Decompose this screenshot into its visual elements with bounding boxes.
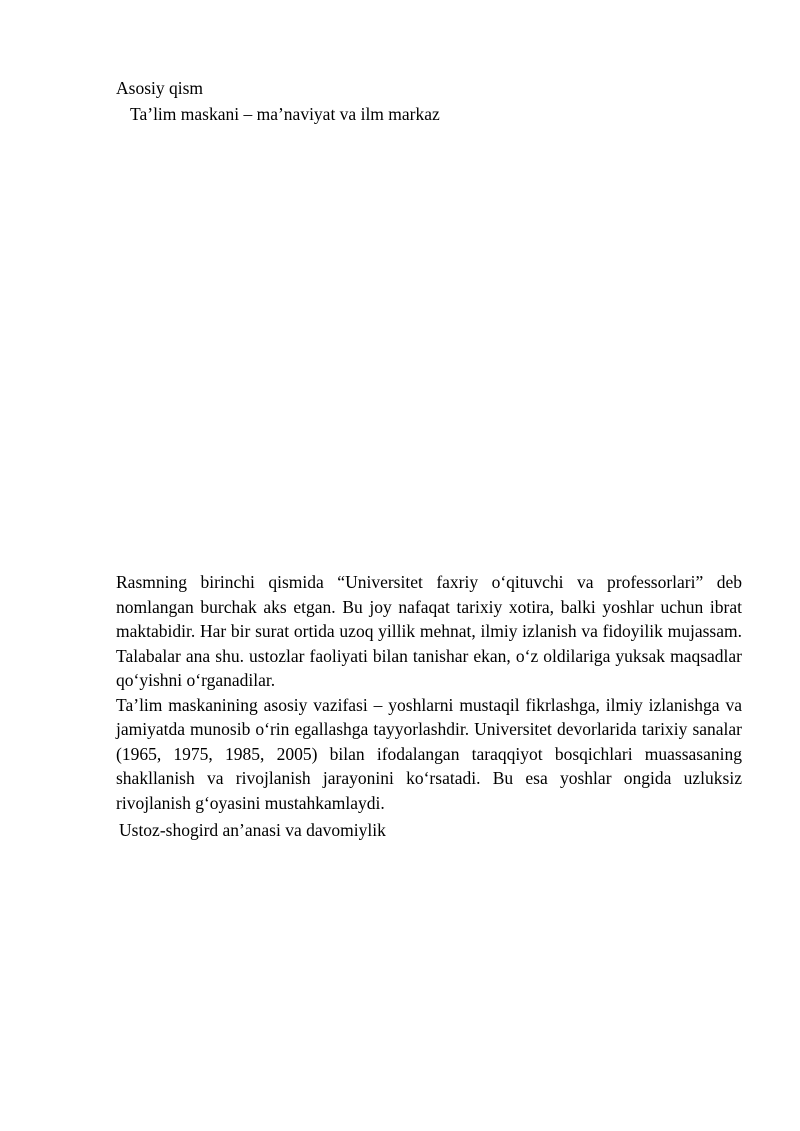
heading-subtitle: Ta’lim maskani – ma’naviyat va ilm markaz xyxy=(130,104,440,124)
paragraph: Rasmning birinchi qismida “Universitet faxriy o‘qituvchi va professorlari” deb nomlangan burchak aks etgan. Bu joy nafaqat tarixiy xotira, balki yoshlar uchun ibrat maktabidir. Har bir surat ortida uzoq yillik mehnat, ilmiy izlanish va fidoyilik mujassam. Talabalar ana shu. ustozlar faoliyati bilan tanishar ekan, o‘z oldilariga yuksak maqsadlar qo‘yishni o‘rganadilar. xyxy=(116,572,742,690)
image-placeholder xyxy=(116,132,742,562)
heading-main: Asosiy qism xyxy=(116,78,204,98)
paragraph: Ta’lim maskanining asosiy vazifasi – yoshlarni mustaqil fikrlashga, ilmiy izlanishga va jamiyatda munosib o‘rin egallashga tayyorlashdir. Universitet devorlarida tarixiy sanalar (1965, 1975, 1985, 2005) bilan ifodalangan taraqqiyot bosqichlari muassasaning shakllanish va rivojlanish jarayonini ko‘rsatadi. Bu esa yoshlar ongida uzluksiz rivojlanish g‘oyasini mustahkamlaydi. xyxy=(116,694,742,813)
body-text xyxy=(116,570,742,815)
section-heading: Ustoz-shogird an’anasi va davomiylik xyxy=(119,820,386,840)
